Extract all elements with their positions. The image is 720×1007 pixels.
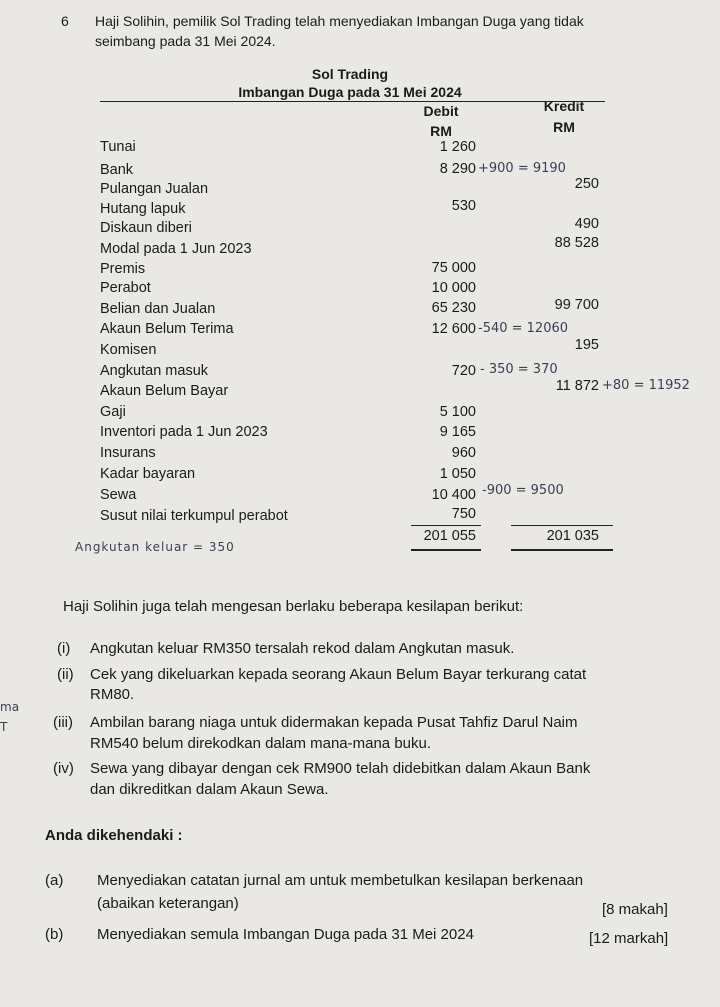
total-debit: 201 055: [423, 528, 476, 544]
row-label: Kadar bayaran: [100, 466, 196, 482]
error-num: (ii): [57, 666, 74, 683]
error-text: Ambilan barang niaga untuk didermakan kepada Pusat Tahfiz Darul Naim: [90, 714, 578, 731]
handwritten-sewa-note: -900 = 9500: [482, 483, 564, 498]
error-num: (iv): [53, 760, 74, 777]
row-debit: 1 260: [439, 139, 476, 155]
error-num: (iii): [53, 714, 73, 731]
row-label: Gaji: [100, 404, 126, 420]
trial-balance-title: Imbangan Duga pada 31 Mei 2024: [238, 84, 462, 100]
question-text-line1: Haji Solihin, pemilik Sol Trading telah menyediakan Imbangan Duga yang tidak: [95, 13, 584, 29]
row-debit: 75 000: [431, 260, 476, 276]
debit-total-rule-bottom: [411, 549, 481, 551]
row-label: Akaun Belum Bayar: [100, 383, 229, 399]
row-debit: 960: [451, 445, 476, 461]
col-debit: Debit: [423, 103, 459, 119]
row-kredit: 490: [574, 216, 599, 232]
part-a-text-cont: (abaikan keterangan): [97, 895, 239, 912]
row-label: Belian dan Jualan: [100, 301, 216, 317]
required-heading: Anda dikehendaki :: [45, 827, 183, 844]
row-debit: 720: [451, 363, 476, 379]
part-a-marks: [8 makah]: [602, 901, 668, 918]
error-text: Cek yang dikeluarkan kepada seorang Akaun Belum Bayar terkurang catat: [90, 666, 587, 683]
row-kredit: 88 528: [554, 235, 599, 251]
row-label: Modal pada 1 Jun 2023: [100, 241, 252, 257]
row-kredit: 250: [574, 176, 599, 192]
row-kredit: 99 700: [554, 297, 599, 313]
row-debit: 65 230: [431, 300, 476, 316]
row-label: Premis: [100, 261, 146, 277]
margin-note-2: T: [0, 720, 8, 734]
question-number: 6: [61, 13, 69, 29]
unit-debit: RM: [430, 123, 452, 139]
part-a-label: (a): [45, 872, 64, 889]
row-label: Insurans: [100, 445, 156, 461]
error-num: (i): [57, 640, 71, 657]
row-label: Inventori pada 1 Jun 2023: [100, 424, 268, 440]
row-label: Komisen: [100, 342, 157, 358]
total-kredit: 201 035: [546, 528, 599, 544]
handwritten-bank-note: +900 = 9190: [478, 161, 566, 176]
handwritten-angkutan-keluar: Angkutan keluar = 350: [75, 540, 235, 554]
row-label: Tunai: [100, 139, 136, 155]
row-debit: 5 100: [439, 404, 476, 420]
debit-total-rule-top: [411, 525, 481, 526]
error-text-cont: RM540 belum direkodkan dalam mana-mana buku.: [90, 735, 432, 752]
handwritten-abb-note: +80 = 11952: [602, 378, 690, 393]
part-b-text: Menyediakan semula Imbangan Duga pada 31 Mei 2024: [97, 926, 474, 943]
part-a-text: Menyediakan catatan jurnal am untuk membetulkan kesilapan berkenaan: [97, 872, 584, 889]
row-label: Akaun Belum Terima: [100, 321, 234, 337]
kredit-total-rule-top: [511, 525, 613, 526]
margin-note-1: ma: [0, 700, 20, 714]
row-debit: 1 050: [439, 466, 476, 482]
handwritten-abt-note: -540 = 12060: [478, 321, 569, 336]
row-debit: 10 400: [431, 487, 476, 503]
row-debit: 10 000: [431, 280, 476, 296]
error-text: Sewa yang dibayar dengan cek RM900 telah didebitkan dalam Akaun Bank: [90, 760, 591, 777]
row-debit: 12 600: [431, 321, 476, 337]
error-text: Angkutan keluar RM350 tersalah rekod dalam Angkutan masuk.: [90, 640, 515, 657]
col-kredit: Kredit: [543, 98, 585, 114]
error-text-cont: dan dikreditkan dalam Akaun Sewa.: [90, 781, 329, 798]
row-label: Diskaun diberi: [100, 220, 192, 236]
row-label: Pulangan Jualan: [100, 181, 209, 197]
row-label: Perabot: [100, 280, 151, 296]
company-name: Sol Trading: [311, 66, 389, 82]
error-text-cont: RM80.: [90, 686, 135, 703]
row-kredit: 195: [574, 337, 599, 353]
part-b-label: (b): [45, 926, 64, 943]
row-label: Angkutan masuk: [100, 363, 209, 379]
handwritten-angkutan-note: - 350 = 370: [480, 362, 558, 377]
unit-kredit: RM: [553, 119, 575, 135]
row-debit: 530: [451, 198, 476, 214]
row-kredit: 11 872: [555, 378, 599, 394]
kredit-total-rule-bottom: [511, 549, 613, 551]
row-debit: 750: [451, 506, 476, 522]
errors-intro: Haji Solihin juga telah mengesan berlaku beberapa kesilapan berikut:: [63, 598, 524, 615]
row-label: Sewa: [100, 487, 137, 503]
part-b-marks: [12 markah]: [589, 930, 669, 947]
row-label: Hutang lapuk: [100, 201, 186, 217]
row-debit: 9 165: [439, 424, 476, 440]
row-label: Susut nilai terkumpul perabot: [100, 508, 288, 524]
row-label: Bank: [100, 162, 134, 178]
question-text-line2: seimbang pada 31 Mei 2024.: [95, 33, 276, 49]
row-debit: 8 290: [439, 161, 476, 177]
